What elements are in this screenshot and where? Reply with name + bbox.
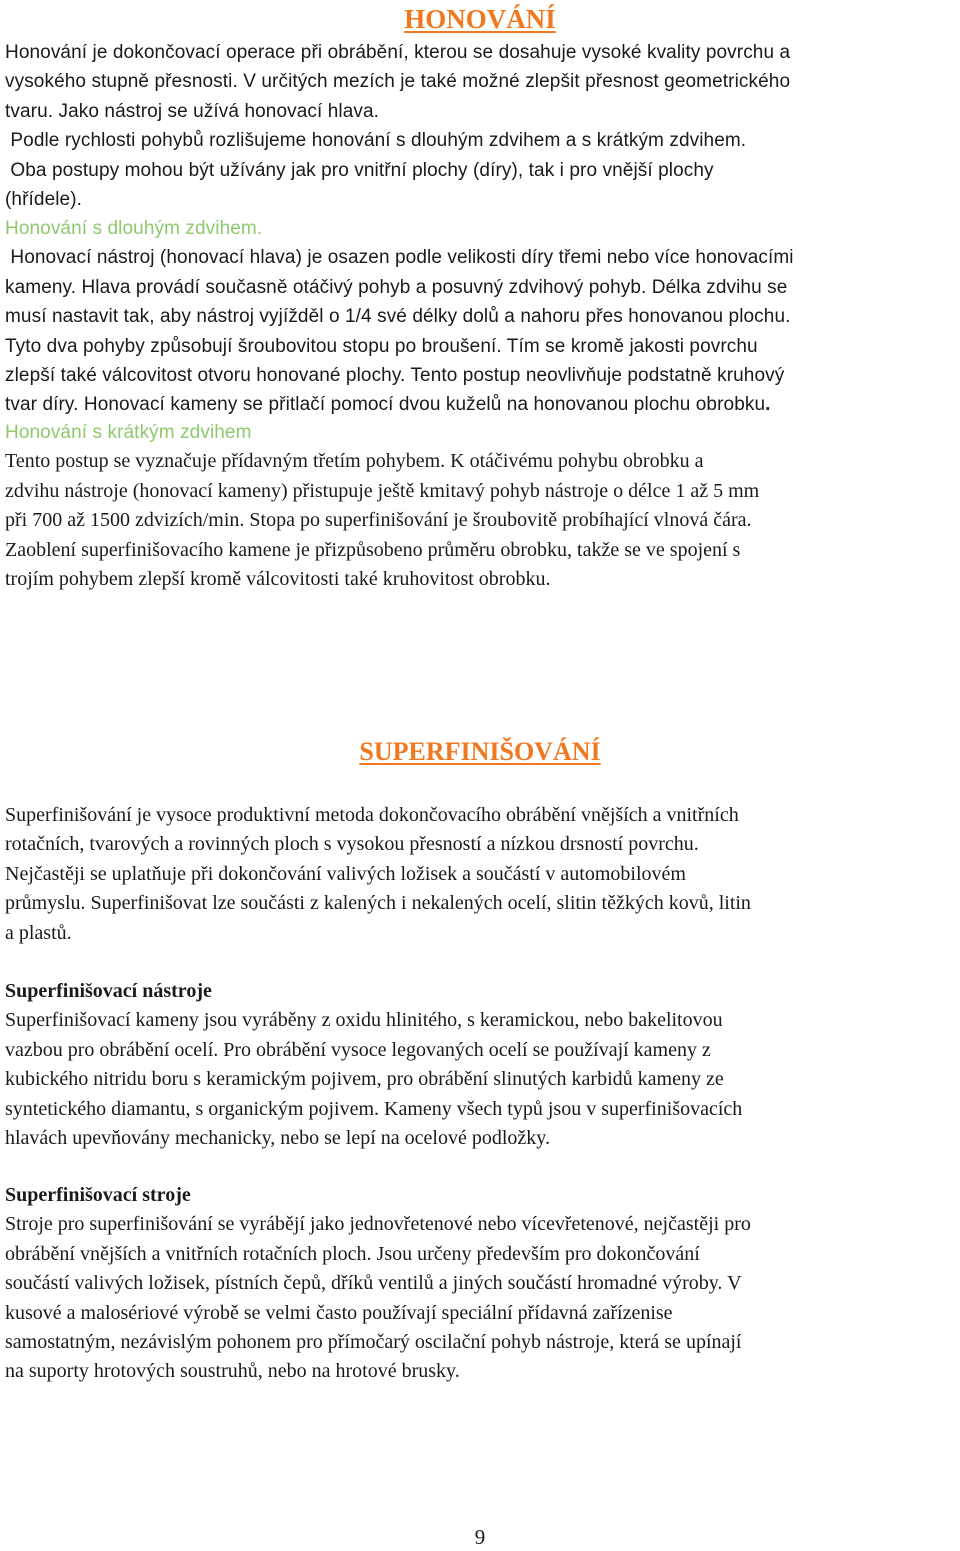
- honovani-intro: [5, 38, 955, 214]
- text-line: Superfinišovací kameny jsou vyráběny z oxidu hlinitého, s keramickou, nebo bakelitovou: [5, 1009, 723, 1032]
- text-line: hlavách upevňovány mechanicky, nebo se lepí na ocelové podložky.: [5, 1126, 550, 1149]
- text-line: průmyslu. Superfinišovat lze součásti z kalených i nekalených ocelí, slitin těžkých kovů, litin: [5, 892, 751, 915]
- section-title-superfinisovani: SUPERFINIŠOVÁNÍ: [359, 737, 601, 766]
- text-line: obrábění vnějších a vnitřních rotačních ploch. Jsou určeny především pro dokončování: [5, 1242, 700, 1265]
- text-line: při 700 až 1500 zdvizích/min. Stopa po superfinišování je šroubovitě probíhající vlnová čára.: [5, 509, 752, 532]
- text-line: zdvihu nástroje (honovací kameny) přistupuje ještě kmitavý pohyb nástroje o délce 1 až 5 mm: [5, 479, 760, 502]
- text-line: (hřídele).: [5, 188, 83, 210]
- text-line: Tento postup se vyznačuje přídavným třetím pohybem. K otáčivému pohybu obrobku a: [5, 450, 704, 473]
- page-number: 9: [474, 1525, 486, 1549]
- subheading-machines: Superfinišovací stroje: [5, 1184, 191, 1206]
- text-line: součástí valivých ložisek, pístních čepů, dříků ventilů a jiných součástí hromadné výroby. V: [5, 1272, 742, 1295]
- tools-section: [5, 977, 955, 1153]
- text-line: zlepší také válcovitost otvoru honované plochy. Tento postup neovlivňuje podstatně kruhový: [5, 364, 785, 386]
- text-line: kusové a malosériové výrobě se velmi často používají speciální přídavná zařízenise: [5, 1301, 673, 1324]
- section-title-honovani: HONOVÁNÍ: [404, 4, 556, 34]
- text-line: Honovací nástroj (honovací hlava) je osazen podle velikosti díry třemi nebo více honovacími: [5, 247, 794, 269]
- subheading-short-stroke: Honování s krátkým zdvihem: [5, 422, 252, 443]
- text-line: Podle rychlosti pohybů rozlišujeme honování s dlouhým zdvihem a s krátkým zdvihem.: [5, 130, 747, 152]
- short-stroke-section: [5, 418, 955, 594]
- text-line: trojím pohybem zlepší kromě válcovitosti také kruhovitost obrobku.: [5, 567, 551, 590]
- machines-section: [5, 1181, 955, 1387]
- text-line: Tyto dva pohyby způsobují šroubovitou stopu po broušení. Tím se kromě jakosti povrchu: [5, 335, 758, 357]
- text-line: syntetického diamantu, s organickým pojivem. Kameny všech typů jsou v superfinišovacích: [5, 1097, 743, 1120]
- text-line: Honování je dokončovací operace při obrábění, kterou se dosahuje vysoké kvality povrchu a: [5, 42, 791, 63]
- text-line: Zaoblení superfinišovacího kamene je přizpůsobeno průměru obrobku, takže se ve spojení s: [5, 538, 741, 561]
- text-line: Nejčastěji se uplatňuje při dokončování valivých ložisek a součástí v automobilovém: [5, 862, 686, 885]
- superfinisovani-intro: [5, 801, 955, 948]
- text-line: Superfinišování je vysoce produktivní metoda dokončovacího obrábění vnějších a vnitřních: [5, 804, 739, 826]
- text-line: kubického nitridu boru s keramickým pojivem, pro obrábění slinutých karbidů kameny ze: [5, 1068, 724, 1091]
- text-line: vysokého stupně přesnosti. V určitých mezích je také možné zlepšit přesnost geometrického: [5, 71, 791, 93]
- text-line: Oba postupy mohou být užívány jak pro vnitřní plochy (díry), tak i pro vnější plochy: [5, 159, 714, 181]
- text-line: Stroje pro superfinišování se vyrábějí jako jednovřetenové nebo vícevřetenové, nejčastěji pro: [5, 1213, 751, 1236]
- subheading-tools: Superfinišovací nástroje: [5, 980, 212, 1002]
- text-line: a plastů.: [5, 921, 72, 944]
- text-line: tvaru. Jako nástroj se užívá honovací hlava.: [5, 100, 380, 122]
- text-line: musí nastavit tak, aby nástroj vyjížděl o 1/4 své délky dolů a nahoru přes honovanou plochu.: [5, 306, 791, 328]
- text-line: rotačních, tvarových a rovinných ploch s vysokou přesností a nízkou drsností povrchu.: [5, 833, 699, 856]
- text-line: vazbou pro obrábění ocelí. Pro obrábění vysoce legovaných ocelí se používají kameny z: [5, 1038, 711, 1061]
- text-line: samostatným, nezávislým pohonem pro přímočarý oscilační pohyb nástroje, která se upínají: [5, 1330, 742, 1353]
- text-line: tvar díry. Honovací kameny se přitlačí pomocí dvou kuželů na honovanou plochu obrobku.: [5, 394, 771, 416]
- text-line: kameny. Hlava provádí současně otáčivý pohyb a posuvný zdvihový pohyb. Délka zdvihu se: [5, 276, 788, 298]
- text-line: na suporty hrotových soustruhů, nebo na hrotové brusky.: [5, 1360, 460, 1383]
- subheading-long-stroke: Honování s dlouhým zdvihem.: [5, 218, 263, 239]
- long-stroke-section: [5, 214, 955, 420]
